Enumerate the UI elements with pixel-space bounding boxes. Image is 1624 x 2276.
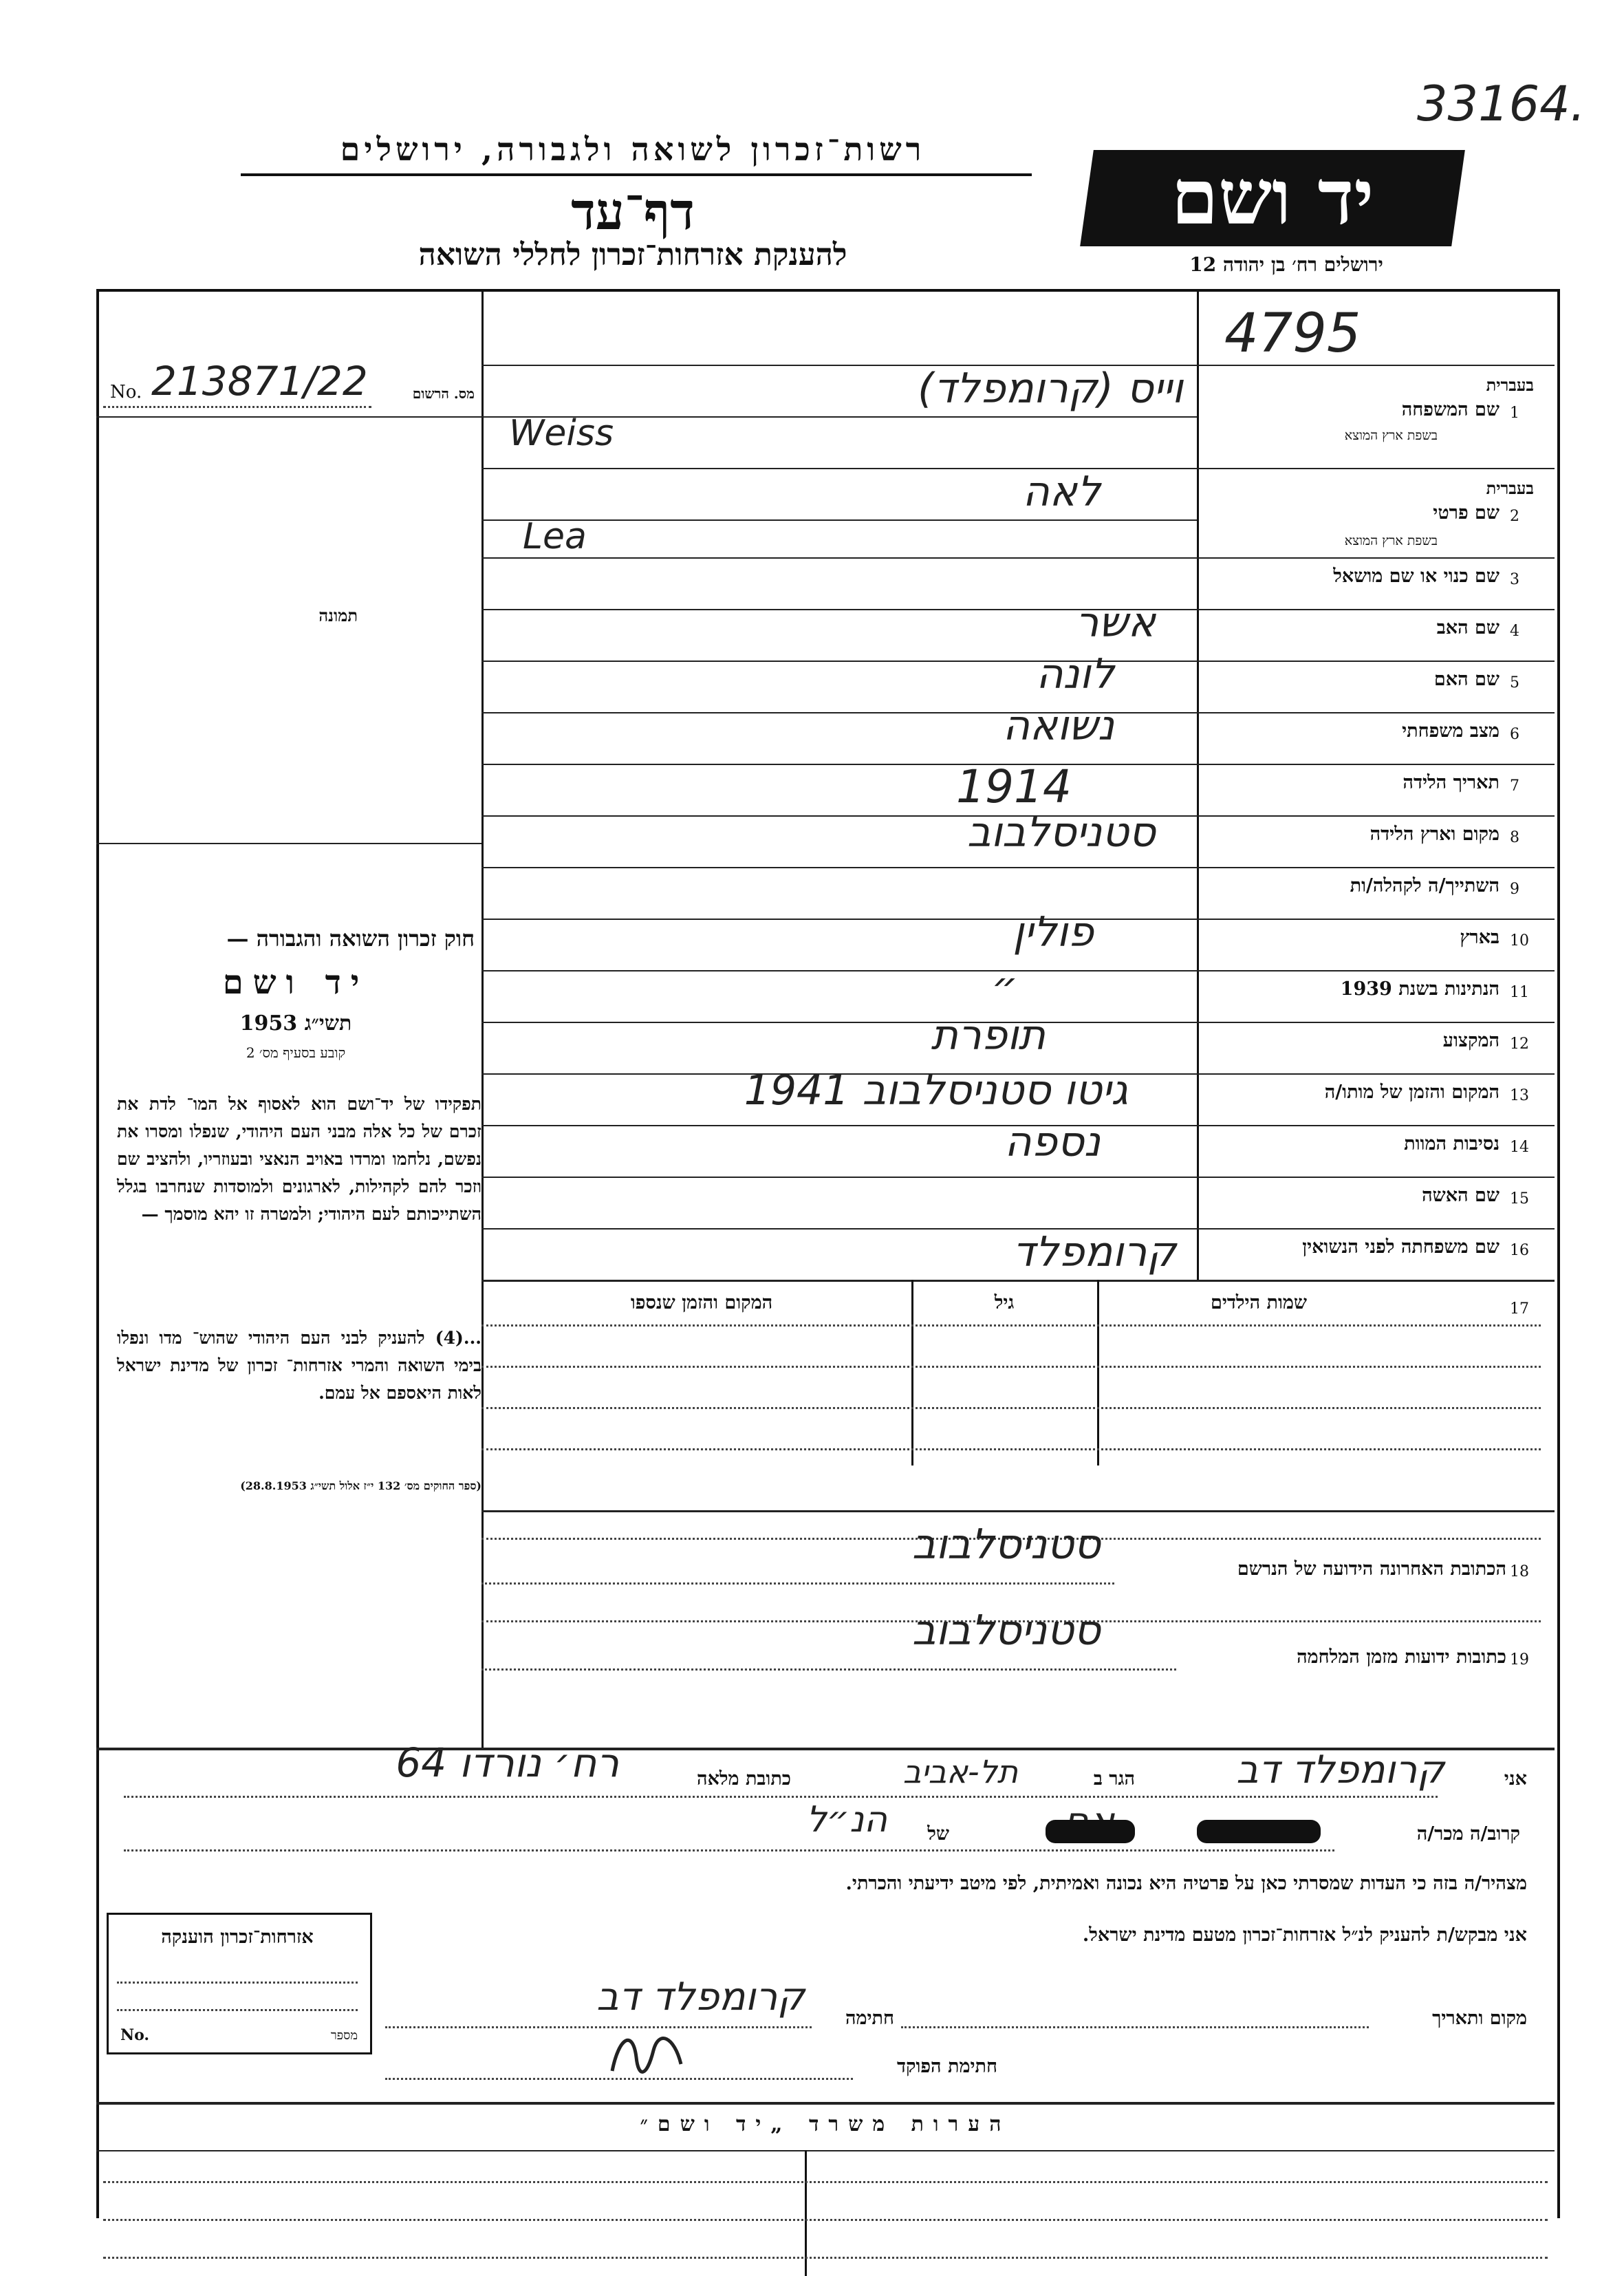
field-10-num: 10: [1510, 932, 1529, 949]
field-8-value: סטניסלבוב: [966, 808, 1156, 857]
place-date-dotline: [901, 2026, 1369, 2028]
authority-title: רשות־זכרון לשואה ולגבורה, ירושלים: [340, 131, 926, 168]
gar-label: הגר ב: [1093, 1768, 1135, 1790]
decl-dot-1: [124, 1796, 1438, 1798]
cit-dot-1: [117, 1982, 358, 1984]
reg-number: 213871/22: [151, 358, 368, 405]
field-2-num: 2: [1510, 508, 1519, 525]
citizenship-title: אזרחות־זכרון הוענקה: [161, 1926, 314, 1948]
reg-bottom-line: [96, 416, 481, 418]
f18-dotline-2: [481, 1582, 1114, 1585]
field-16-value: קרומפלד: [1013, 1228, 1176, 1276]
children-bottom: [481, 1510, 1555, 1512]
signature-value: קרומפלד דב: [596, 1975, 805, 2019]
declarant-city: תל-אביב: [902, 1753, 1018, 1790]
field-4-label: שם האב: [1436, 617, 1500, 638]
field-15-label: שם האשה: [1422, 1185, 1500, 1206]
field-1-sub-origin: בשפת ארץ המוצא: [1344, 428, 1438, 443]
left-panel-divider: [481, 289, 484, 1748]
children-row-2: [481, 1366, 1541, 1368]
line-2a: [481, 519, 1197, 521]
law-paragraph-1: תפקידו של יד־ושם הוא לאסוף אל המו־ לדת את זכרם של כל אלה מבני העם היהודי, שנפלו ומסרו את נפשם, נלחמו ומרדו באויב הנאצי ובעוזריו, ולהציב שם וזכר להם לקהילות, לארגונים ולמוסדות שנחרבו בגלל השתייכותם לעם היהודי; ולמטרה זו יהא מוסמך —: [117, 1094, 481, 1224]
law-year: תשי״ג 1953: [239, 1011, 352, 1035]
children-col-names: שמות הילדים: [1210, 1292, 1308, 1313]
officer-dotline: [385, 2078, 853, 2080]
officer-label: חתימת הפוקד: [897, 2056, 997, 2077]
field-12-num: 12: [1510, 1035, 1529, 1053]
field-18-value: סטניסלבוב: [911, 1521, 1101, 1569]
field-14-num: 14: [1510, 1139, 1529, 1156]
reg-label: מס. הרשום: [412, 385, 475, 402]
field-18-label: הכתובת האחרונה הידועה של הנרשם: [1237, 1558, 1506, 1580]
address-label: כתובת מלאה: [697, 1768, 791, 1790]
relation-label: קרוב/ה מכר/ה: [1416, 1823, 1520, 1845]
children-col-age: גיל: [994, 1292, 1015, 1313]
photo-bottom-line: [96, 843, 481, 844]
citizenship-prefix: No.: [120, 2026, 150, 2044]
law-name: יד ושם: [222, 963, 369, 1002]
field-10-value: פולין: [1013, 908, 1094, 956]
field-13-num: 13: [1510, 1087, 1529, 1104]
children-row-4: [481, 1448, 1541, 1450]
field-16-num: 16: [1510, 1242, 1529, 1259]
officer-signature: [598, 2023, 695, 2085]
field-19-value: סטניסלבוב: [911, 1607, 1101, 1655]
top-number: 4795: [1224, 303, 1361, 365]
notes-dot-3: [103, 2257, 1548, 2259]
signature-label: חתימה: [845, 2008, 894, 2029]
notes-title-line: [96, 2150, 1555, 2151]
field-3-num: 3: [1510, 571, 1519, 588]
law-section: קובע בסעיף מס׳ 2: [246, 1044, 346, 1061]
children-col-place: המקום והזמן שנספו: [630, 1292, 773, 1313]
field-17-num: 17: [1510, 1300, 1529, 1318]
field-12-value: תופרת: [931, 1011, 1046, 1060]
label-column-divider: [1197, 289, 1199, 1280]
field-7-value: 1914: [956, 760, 1072, 813]
field-8-label: מקום וארץ הלידה: [1369, 824, 1500, 845]
decl-dot-2: [124, 1849, 1334, 1851]
field-8-num: 8: [1510, 829, 1519, 846]
citizenship-number-label: מספר: [330, 2028, 358, 2043]
law-source: (ספר החוקים מס׳ 132 י״ז אלול תשי״ג 28.8.1953): [240, 1479, 481, 1492]
field-4-num: 4: [1510, 623, 1519, 640]
notes-dot-1: [103, 2181, 1548, 2183]
field-1-value-origin: Weiss: [509, 413, 614, 454]
field-1-label: שם המשפחה: [1401, 399, 1500, 420]
field-2-sub-origin: בשפת ארץ המוצא: [1344, 533, 1438, 548]
field-13-label: המקום והזמן של מותו/ה: [1324, 1082, 1500, 1103]
address: ירושלים רח׳ בן יהודה 12: [1189, 253, 1383, 276]
place-date-label: מקום ותאריך: [1432, 2008, 1527, 2029]
redaction-mark-1: [1046, 1820, 1135, 1843]
field-7-num: 7: [1510, 777, 1519, 795]
law-paragraph-2: ...(4) להעניק לבני העם היהודי שהוש־ מדו ונפלו בימי השואה והמרי אזרחות־ זכרון של מדינת ישראל לאות היאספם אל עמם.: [117, 1328, 481, 1403]
redaction-mark-2: [1197, 1820, 1321, 1843]
field-11-label: הנתינות בשנת 1939: [1340, 978, 1500, 1000]
field-1-num: 1: [1510, 405, 1519, 422]
f19-dotline-2: [481, 1668, 1176, 1671]
field-9-label: השתייך/ה לקהלה/ות: [1350, 875, 1500, 897]
field-14-value: נספה: [1004, 1118, 1101, 1166]
field-7-label: תאריך הלידה: [1403, 772, 1500, 793]
field-5-label: שם האם: [1433, 669, 1500, 690]
field-14-label: נסיבות המוות: [1404, 1133, 1500, 1155]
line-10: [481, 970, 1555, 971]
field-6-label: מצב משפחתי: [1402, 720, 1500, 742]
field-11-value: ״: [991, 963, 1018, 1011]
cit-dot-2: [117, 2009, 358, 2011]
of-value: הנ״ל: [806, 1799, 887, 1840]
archive-number: 33164.: [1417, 76, 1585, 132]
field-5-value: לונה: [1036, 650, 1114, 698]
line-16: [481, 1280, 1555, 1282]
field-1-value-he: וייס (קרומפלד): [918, 365, 1183, 413]
authority-underline: [241, 173, 1032, 176]
field-6-num: 6: [1510, 726, 1519, 743]
form-title: דף־עד: [571, 182, 695, 241]
children-row-1: [481, 1324, 1541, 1327]
field-13-value: גיטו סטניסלבוב 1941: [744, 1066, 1128, 1115]
ani-label: אני: [1504, 1768, 1527, 1790]
field-2-value-he: לאה: [1022, 468, 1101, 516]
law-title: חוק זכרון השואה והגבורה —: [226, 925, 475, 952]
field-3-label: שם כנוי או שם מושאל: [1333, 566, 1500, 587]
children-row-3: [481, 1407, 1541, 1409]
notes-dot-2: [103, 2219, 1548, 2221]
notes-title: הערות משרד „יד ושם״: [640, 2112, 1011, 2136]
field-15-num: 15: [1510, 1190, 1529, 1207]
line-2b: [481, 557, 1555, 559]
field-6-value: נשואה: [1002, 702, 1114, 750]
declarant-name: קרומפלד דב: [1236, 1748, 1444, 1792]
form-subtitle: להענקת אזרחות־זכרון לחללי השואה: [418, 237, 847, 272]
line-14: [481, 1177, 1555, 1178]
logo-text: יד ושם: [1171, 153, 1374, 241]
field-4-value: אשר: [1075, 599, 1156, 647]
request-text: אני מבקש/ת להעניק לנ״ל אזרחות־זכרון מטעם מדינת ישראל.: [1082, 1924, 1527, 1946]
children-div-2: [1097, 1280, 1099, 1466]
field-5-num: 5: [1510, 674, 1519, 691]
reg-dotline: [103, 406, 371, 408]
field-10-label: בארץ: [1460, 927, 1500, 948]
field-19-num: 19: [1510, 1651, 1529, 1668]
field-18-num: 18: [1510, 1563, 1529, 1580]
field-2-value-origin: Lea: [523, 516, 587, 557]
field-2-label: שם פרטי: [1433, 502, 1500, 524]
field-16-label: שם משפחתה לפני הנשואין: [1302, 1236, 1500, 1258]
line-8: [481, 867, 1555, 868]
field-9-num: 9: [1510, 881, 1519, 898]
field-12-label: המקצוע: [1442, 1030, 1500, 1051]
photo-label: תמונה: [318, 605, 358, 625]
notes-top: [96, 2102, 1555, 2105]
field-19-label: כתובות ידועות מזמן המלחמה: [1297, 1646, 1506, 1668]
children-div-1: [911, 1280, 913, 1466]
field-11-num: 11: [1510, 984, 1529, 1001]
reg-prefix: No.: [110, 382, 142, 402]
field-1-sub-he: בעברית: [1486, 375, 1534, 395]
of-label: של: [927, 1823, 949, 1845]
field-2-sub-he: בעברית: [1486, 478, 1534, 498]
declaration-text: מצהיר/ה בזה כי העדות שמסרתי כאן על פרטיה היא נכונה ואמיתית, לפי מיטב ידיעתי והכרתי.: [845, 1873, 1527, 1894]
declarant-address: רח׳ נורדו 64: [396, 1739, 619, 1786]
